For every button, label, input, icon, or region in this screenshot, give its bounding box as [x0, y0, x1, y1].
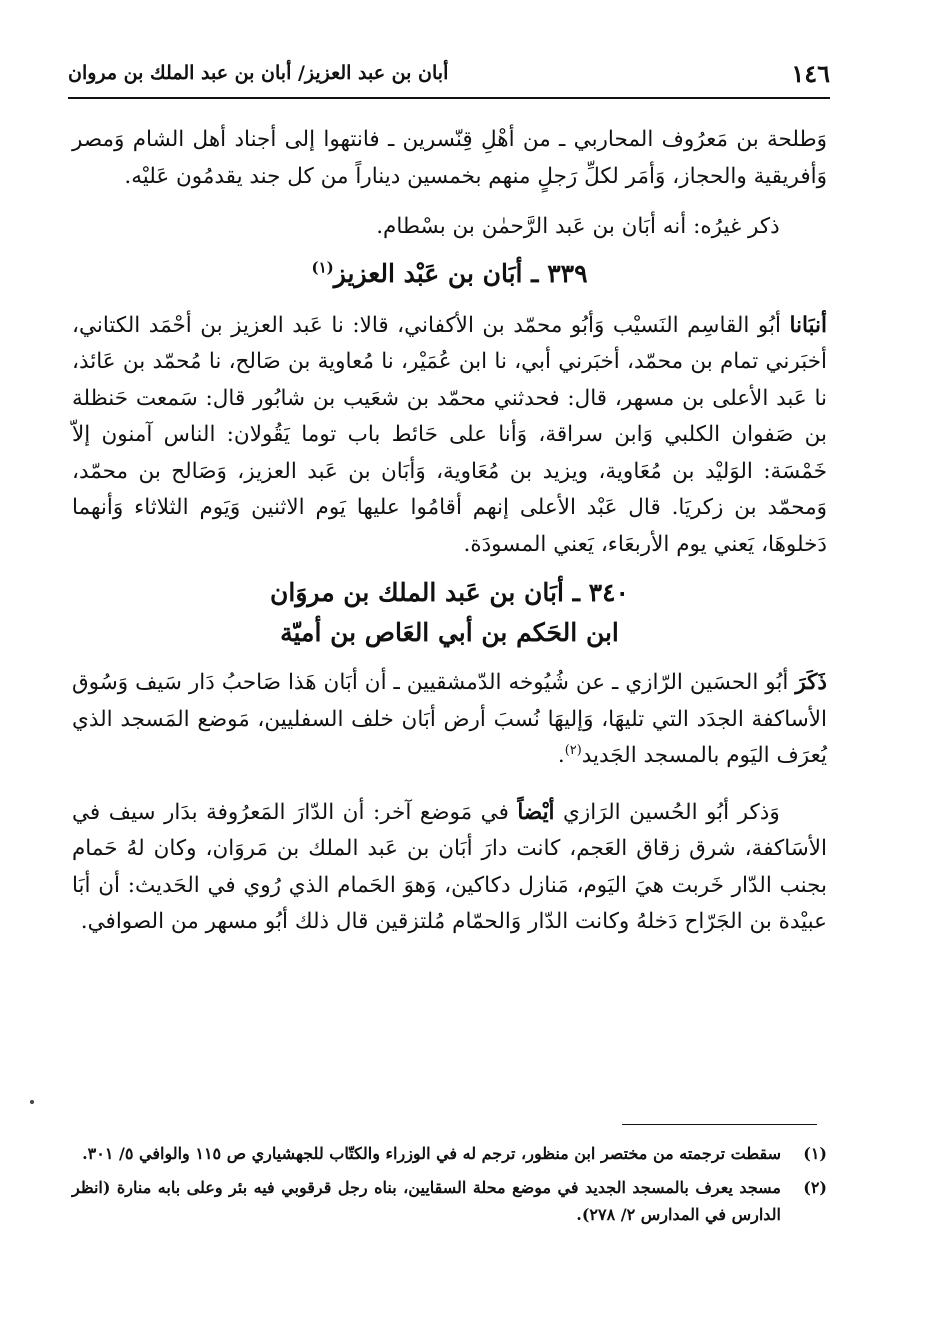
footnote-1-text: سقطت ترجمته من مختصر ابن منظور، ترجم له في الوزراء والكتّاب للجهشياري ص ١١٥ والوافي ٥/ ٣٠١. [82, 1144, 781, 1163]
footnote-1 [72, 1140, 827, 1167]
page-header [68, 52, 830, 94]
paragraph-3 [72, 308, 827, 564]
footnotes [72, 1140, 827, 1235]
paragraph-2: ذكر غيرُه: أنه أبَان بن عَبد الرَّحمٰن بن بسْطام. [376, 214, 780, 239]
footnote-2-text: مسجد يعرف بالمسجد الجديد في موضع محلة السقايين، بناه رجل قرقوبي فيه بئر وعلى بابه منارة (انظر الدارس في المدارس ٢/ ٢٧٨). [72, 1178, 781, 1224]
footnote-2-number: (٢) [803, 1178, 827, 1197]
paragraph-4-end: . [557, 743, 565, 768]
footnote-ref-2[interactable]: (٢) [564, 742, 582, 758]
footnote-rule [622, 1124, 817, 1125]
running-title: أبان بن عبد العزيز/ أبان بن عبد الملك بن مروان [68, 62, 449, 84]
paragraph-5-text: في مَوضع آخر: أن الدّارَ المَعرُوفة بدَار سيف في الأسَاكفة، شرق زقاق العَجم، كانت دارَ أبَان بن عَبد الملك بن مَروَان، وكان لهُ حَمام بجنب الدّار خَربت هيَ اليَوم، مَنازل دكاكين، وَهوَ الحَمام الذي رُوي في الحَديث: أن أبَا عبيْدة بن الجَرّاح دَخلهُ وكانت الدّار وَالحمّام مُلتزقين قال ذلك أبُو مسهر من الصوافي. [72, 799, 827, 934]
paragraph-1: وَطلحة بن مَعرُوف المحاربي ـ من أهْلِ قِنّسرين ـ فانتهوا إلى أجناد أهل الشام وَمصر وَأفريقية والحجاز، وَأمَر لكلِّ رَجلٍ منهم بخمسين ديناراً من كل جند يقدمُون عَليْه. [72, 127, 827, 189]
scan-speck [30, 1100, 34, 1104]
paragraph-4 [72, 665, 827, 775]
entry-heading-340 [72, 573, 827, 653]
footnote-1-number: (١) [803, 1144, 827, 1163]
entry-heading-340-line1: ٣٤٠ ـ أبَان بن عَبد الملك بن مروَان [270, 578, 629, 607]
header-rule [68, 97, 830, 99]
paragraph-4-lead: ذَكَرَ [795, 670, 827, 695]
paragraph-3-lead: أنبَانا [789, 312, 827, 338]
paragraph-4-text: أبُو الحسَين الرّازي ـ عن شُيُوخه الدّمشقيين ـ أن أبَان هَذا صَاحبُ دَار سَيف وَسُوق الأساكفة الجدَد التي تليهَا، وَإليهَا نُسبَ أرض أبَان خلف السفليين، مَوضع المَسجد الذي يُعرَف اليَوم بالمسجد الجَديد [72, 670, 827, 768]
paragraph-3-text: أبُو القاسِم النَسيْب وَأبُو محمّد بن الأكفاني، قالا: نا عَبد العزيز بن أحْمَد الكتاني، أخبَرني تمام بن محمّد، أخبَرني أبي، نا ابن عُمَيْر، نا مُعاوية بن صَالح، نا مُحمّد بن عَائذ، نا عَبد الأعلى بن مسهر، قال: فحدثني محمّد بن شعَيب بن شابُور قال: سَمعت حَنظلة بن صَفوان الكلبي وَابن سراقة، وَأنا على حَائط باب توما يَقُولان: الناس آمنون إلاّ خَمْسَة: الوَليْد بن مُعَاوية، ويزيد بن مُعَاوية، وَأبَان بن عَبد العزيز، وَصَالح بن محمّد، وَمحمّد بن زكريَا. قال عَبْد الأعلى إنهم أقامُوا عليها يَوم الاثنين وَيَوم الثلاثاء وَأنهما دَخلوهَا، يَعني يوم الأربعَاء، يَعني المسودَة. [72, 312, 827, 557]
entry-heading-340-line2: ابن الحَكم بن أبي العَاص بن أميّة [280, 618, 619, 647]
footnote-ref-1[interactable]: (١) [311, 258, 334, 277]
paragraph-5 [72, 795, 827, 941]
paragraph-5-bold: أيْضاً [517, 799, 555, 825]
entry-heading-339-text: ٣٣٩ ـ أبَان بن عَبْد العزيز [333, 258, 588, 288]
page-number: ١٤٦ [791, 58, 830, 88]
paragraph-5-start: وَذكر أبُو الحُسين الرَازي [554, 799, 780, 825]
footnote-2 [72, 1174, 827, 1228]
entry-heading-339 [72, 254, 827, 294]
main-text [72, 122, 827, 941]
